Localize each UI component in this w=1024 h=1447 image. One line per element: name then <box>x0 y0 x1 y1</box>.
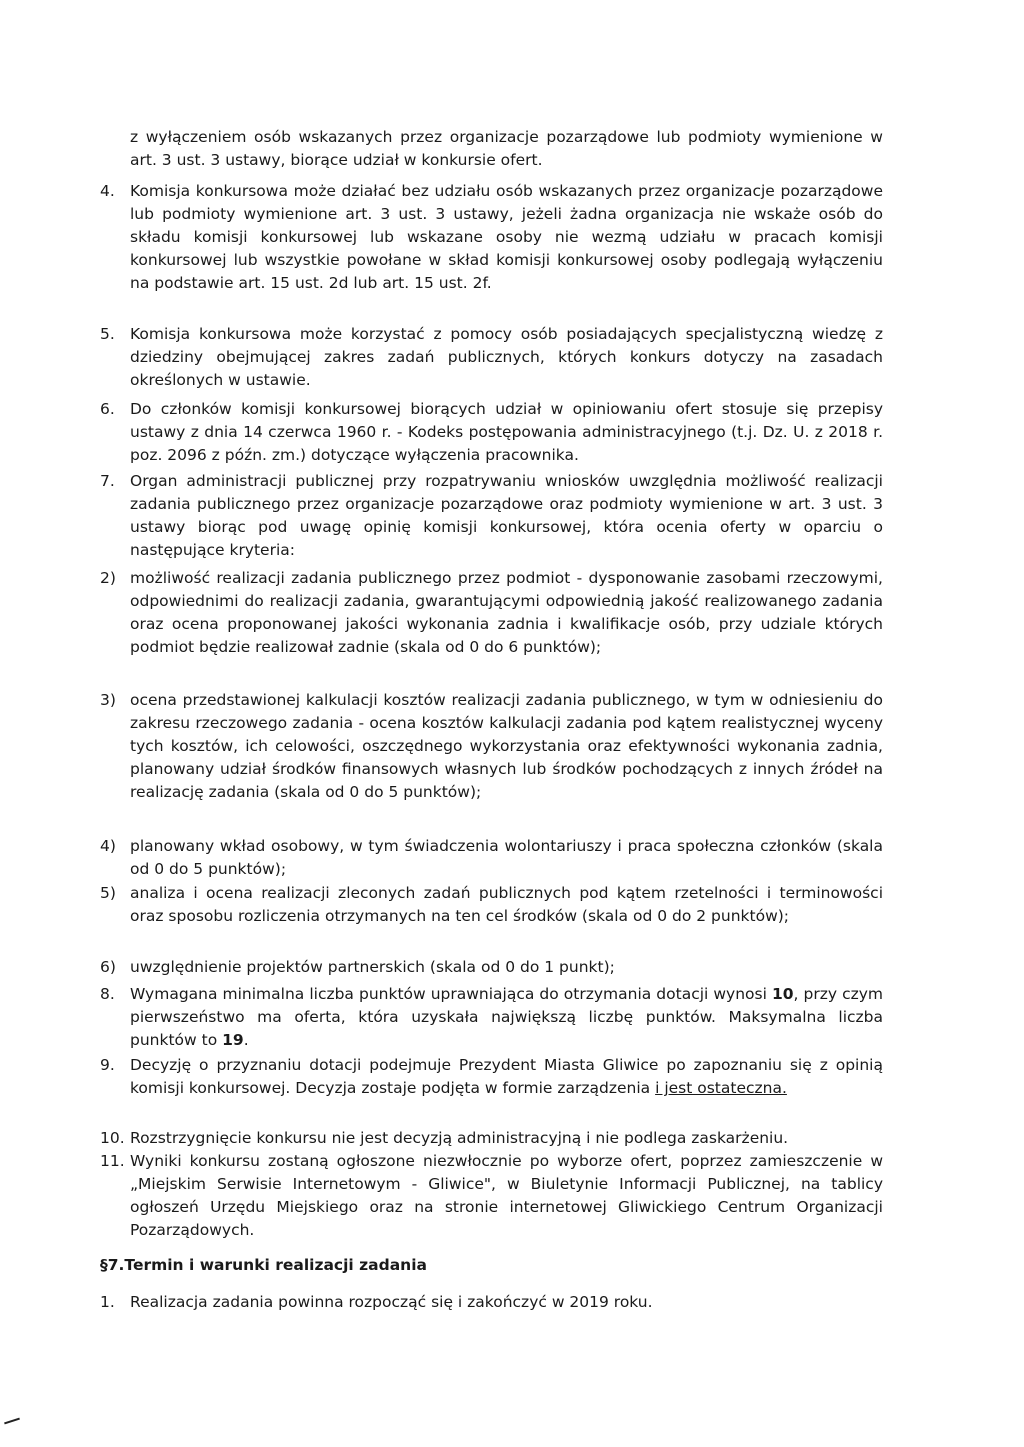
section-heading: §7.Termin i warunki realizacji zadania <box>100 1256 427 1274</box>
criterion-text: analiza i ocena realizacji zleconych zadań publicznych pod kątem rzetelności i terminowości oraz sposobu rozliczenia otrzymanych na ten cel środków (skala od 0 do 2 punktów); <box>130 884 883 926</box>
paragraph-5 <box>100 323 883 392</box>
paragraph-text: Komisja konkursowa może korzystać z pomocy osób posiadających specjalistyczną wiedzę z dziedziny obejmującej zakres zadań publicznych, których konkurs dotyczy na zasadach określonych w ustawie. <box>130 325 883 390</box>
criterion-4 <box>100 835 883 881</box>
criterion-number: 2) <box>100 569 116 587</box>
paragraph-number: 5. <box>100 325 115 343</box>
paragraph-number: 1. <box>100 1293 115 1311</box>
criterion-text: planowany wkład osobowy, w tym świadczenia wolontariuszy i praca społeczna członków (skala od 0 do 5 punktów); <box>130 837 883 879</box>
criterion-text: możliwość realizacji zadania publicznego przez podmiot - dysponowanie zasobami rzeczowymi, odpowiednimi do realizacji zadania, gwarantującymi odpowiednią jakość realizowanego zadania oraz ocena proponowanej jakości wykonania zadnia i kwalifikacje osób, przy udziale których podmiot będzie realizował zadnie (skala od 0 do 6 punktów); <box>130 569 883 657</box>
criterion-5 <box>100 882 883 928</box>
criterion-2 <box>100 567 883 659</box>
criterion-text: uwzględnienie projektów partnerskich (skala od 0 do 1 punkt); <box>130 958 615 976</box>
paragraph-10 <box>100 1127 883 1150</box>
criterion-number: 3) <box>100 691 116 709</box>
paragraph-text: Rozstrzygnięcie konkursu nie jest decyzją administracyjną i nie podlega zaskarżeniu. <box>130 1129 789 1147</box>
paragraph-7 <box>100 470 883 562</box>
paragraph-4 <box>100 180 883 295</box>
paragraph-text: z wyłączeniem osób wskazanych przez organizacje pozarządowe lub podmioty wymienione w art. 3 ust. 3 ustawy, biorące udział w konkursie ofert. <box>130 128 883 170</box>
paragraph-8 <box>100 983 883 1052</box>
min-points: 10 <box>771 985 794 1003</box>
max-points: 19 <box>222 1031 244 1050</box>
paragraph-number: 6. <box>100 400 115 418</box>
paragraph-number: 4. <box>100 182 115 200</box>
underlined-text: i jest ostateczna. <box>655 1079 787 1098</box>
paragraph-text: Do członków komisji konkursowej biorących udział w opiniowaniu ofert stosuje się przepisy ustawy z dnia 14 czerwca 1960 r. - Kodeks postępowania administracyjnego (t.j. Dz. U. z 2018 r. poz. 2096 z późn. zm.) dotyczące wyłączenia pracownika. <box>130 400 883 465</box>
paragraph-number: 9. <box>100 1056 115 1074</box>
paragraph-text: Realizacja zadania powinna rozpocząć się i zakończyć w 2019 roku. <box>130 1293 653 1311</box>
section7-paragraph-1 <box>100 1291 883 1314</box>
paragraph-number: 10. <box>100 1129 125 1147</box>
paragraph-9 <box>100 1054 883 1100</box>
paragraph-11 <box>100 1150 883 1242</box>
criterion-6 <box>100 956 883 979</box>
criterion-number: 4) <box>100 837 116 855</box>
paragraph-text: Komisja konkursowa może działać bez udziału osób wskazanych przez organizacje pozarządowe lub podmioty wymienione art. 3 ust. 3 ustawy, jeżeli żadna organizacja nie wskaże osób do składu komisji konkursowej lub wskazane osoby nie wezmą udziału w pracach komisji konkursowej lub wszystkie powołane w skład komisji konkursowej osoby podlegają wyłączeniu na podstawie art. 15 ust. 2d lub art. 15 ust. 2f. <box>130 182 883 293</box>
scan-mark <box>4 1418 20 1425</box>
criterion-number: 5) <box>100 884 116 902</box>
criterion-number: 6) <box>100 958 116 976</box>
paragraph-number: 11. <box>100 1152 125 1170</box>
paragraph-6 <box>100 398 883 467</box>
paragraph-continuation <box>100 126 883 172</box>
paragraph-text: Decyzję o przyznaniu dotacji podejmuje Prezydent Miasta Gliwice po zapoznaniu się z opinią komisji konkursowej. Decyzja zostaje podjęta w formie zarządzenia i jest ostateczna. <box>130 1056 883 1098</box>
paragraph-number: 8. <box>100 985 115 1003</box>
paragraph-text: Wyniki konkursu zostaną ogłoszone niezwłocznie po wyborze ofert, poprzez zamieszczenie w „Miejskim Serwisie Internetowym - Gliwice", w Biuletynie Informacji Publicznej, na tablicy ogłoszeń Urzędu Miejskiego oraz na stronie internetowej Gliwickiego Centrum Organizacji Pozarządowych. <box>130 1152 883 1240</box>
criterion-3 <box>100 689 883 804</box>
paragraph-text: Organ administracji publicznej przy rozpatrywaniu wniosków uwzględnia możliwość realizacji zadania publicznego przez organizacje pozarządowe oraz podmioty wymienione w art. 3 ust. 3 ustawy biorąc pod uwagę opinię komisji konkursowej, która ocenia oferty w oparciu o następujące kryteria: <box>130 472 883 560</box>
criterion-text: ocena przedstawionej kalkulacji kosztów realizacji zadania publicznego, w tym w odniesieniu do zakresu rzeczowego zadania - ocena kosztów kalkulacji zadania pod kątem realistycznej wyceny tych kosztów, ich celowości, oszczędnego wykorzystania oraz efektywności wykonania zadnia, planowany udział środków finansowych własnych lub środków pochodzących z innych źródeł na realizację zadania (skala od 0 do 5 punktów); <box>130 691 883 802</box>
paragraph-number: 7. <box>100 472 115 490</box>
paragraph-text: Wymagana minimalna liczba punktów uprawniająca do otrzymania dotacji wynosi 10, przy czym pierwszeństwo ma oferta, która uzyskała największą liczbę punktów. Maksymalna liczba punktów to 19. <box>130 985 884 1050</box>
